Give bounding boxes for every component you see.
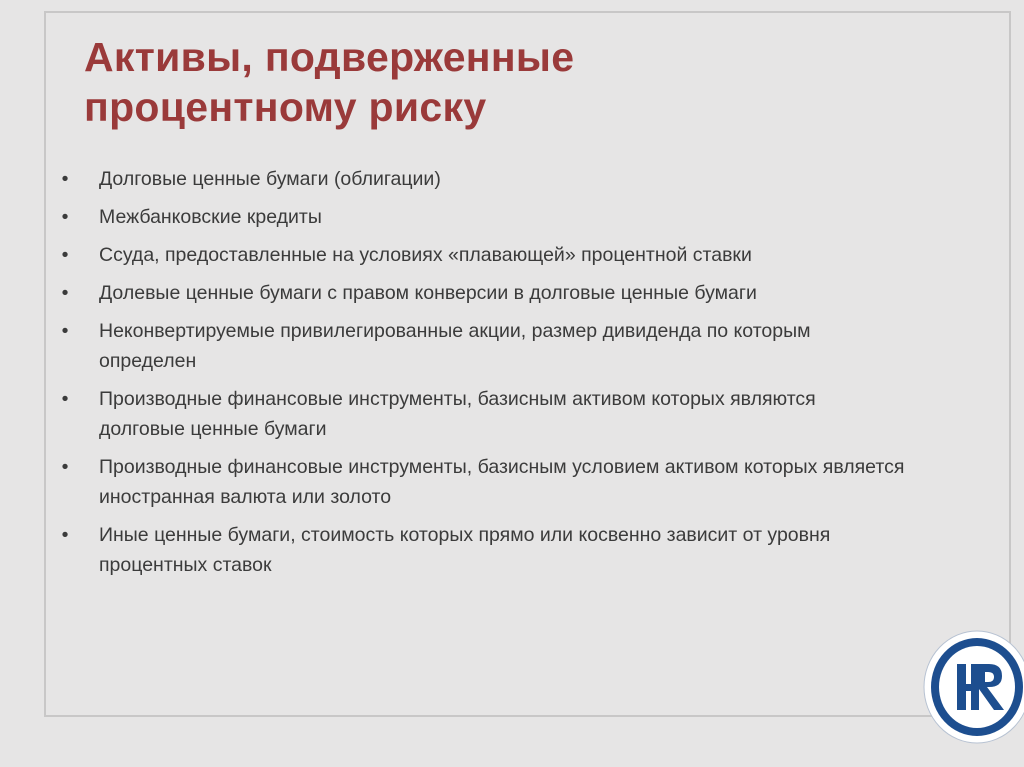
- bullet-item: [58, 278, 978, 308]
- bullet-text-line: Производные финансовые инструменты, базисным условием активом которых является: [99, 456, 905, 478]
- bullet-item: [58, 240, 978, 270]
- bullet-dot-icon: •: [61, 320, 69, 342]
- hse-university-logo-icon: [922, 629, 1024, 745]
- bullet-item: [58, 452, 978, 512]
- bullet-text-line: Долевые ценные бумаги с правом конверсии в долговые ценные бумаги: [99, 282, 757, 304]
- bullet-text-line: Ссуда, предоставленные на условиях «плавающей» процентной ставки: [99, 244, 752, 266]
- bullet-list: [58, 164, 978, 588]
- bullet-text-line: Производные финансовые инструменты, базисным активом которых являются: [99, 388, 816, 410]
- bullet-text-line: Иные ценные бумаги, стоимость которых прямо или косвенно зависит от уровня: [99, 524, 831, 546]
- bullet-text-line: долговые ценные бумаги: [99, 418, 327, 440]
- bullet-item: [58, 384, 978, 444]
- bullet-dot-icon: •: [61, 524, 69, 546]
- slide-title-line-1: Активы, подверженные: [84, 34, 575, 80]
- bullet-text-line: иностранная валюта или золото: [99, 486, 392, 508]
- bullet-dot-icon: •: [61, 456, 69, 478]
- bullet-dot-icon: •: [61, 388, 69, 410]
- bullet-dot-icon: •: [61, 168, 69, 190]
- bullet-item: [58, 202, 978, 232]
- bullet-item: [58, 520, 978, 580]
- slide-title-line-2: процентному риску: [84, 84, 487, 130]
- bullet-text-line: Долговые ценные бумаги (облигации): [99, 168, 441, 190]
- bullet-text-line: процентных ставок: [99, 554, 272, 576]
- bullet-item: [58, 316, 978, 376]
- bullet-dot-icon: •: [61, 282, 69, 304]
- slide-title: [84, 32, 844, 132]
- bullet-item: [58, 164, 978, 194]
- bullet-text-line: Межбанковские кредиты: [99, 206, 322, 228]
- bullet-text-line: определен: [99, 350, 197, 372]
- bullet-dot-icon: •: [61, 206, 69, 228]
- bullet-dot-icon: •: [61, 244, 69, 266]
- bullet-text-line: Неконвертируемые привилегированные акции, размер дивиденда по которым: [99, 320, 811, 342]
